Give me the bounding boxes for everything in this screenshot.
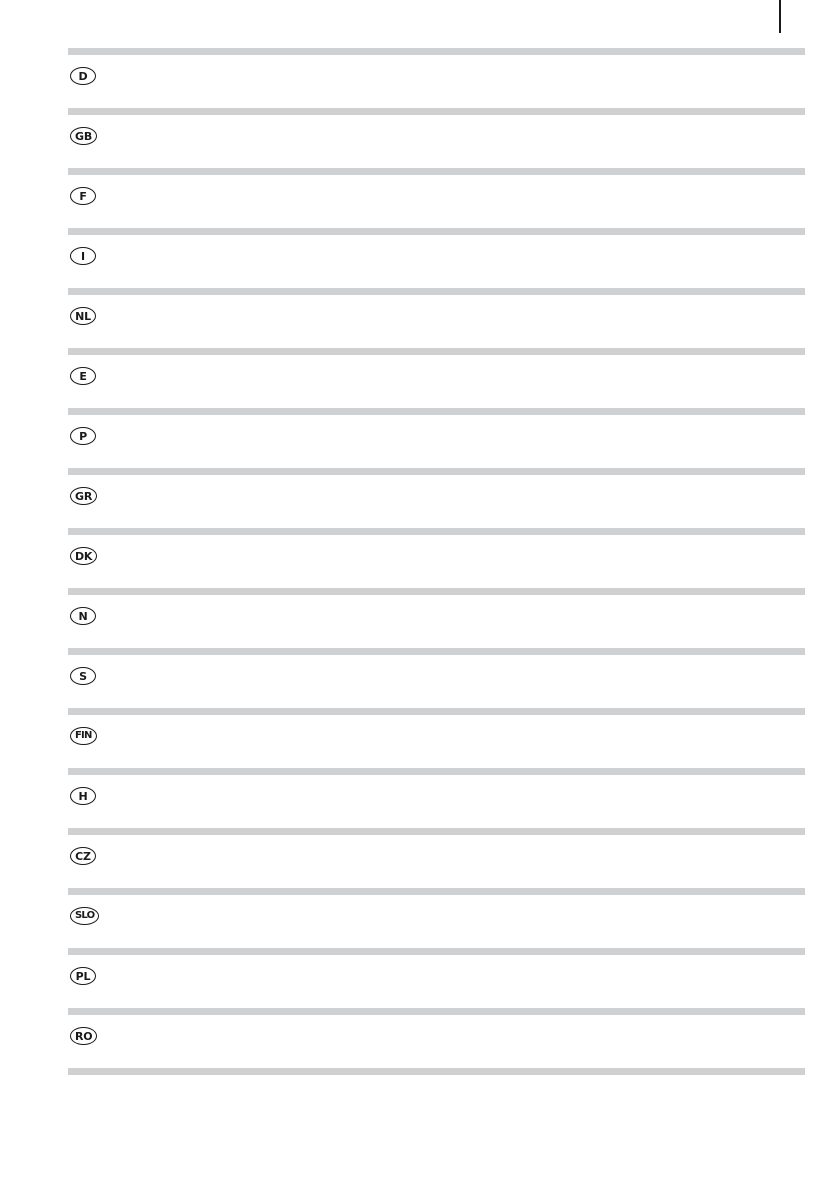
country-badge: DK: [70, 547, 97, 565]
language-row-dk: [68, 535, 805, 588]
crop-mark: [779, 0, 781, 33]
language-row-fin: [68, 715, 805, 768]
divider: [68, 828, 805, 835]
divider: [68, 228, 805, 235]
language-row-gb: [68, 115, 805, 168]
language-row-slo: [68, 895, 805, 948]
divider: [68, 588, 805, 595]
country-badge: I: [70, 247, 96, 265]
divider: [68, 468, 805, 475]
divider: [68, 1008, 805, 1015]
language-list: [68, 48, 805, 1075]
country-badge: GB: [70, 127, 97, 145]
divider: [68, 48, 805, 55]
divider: [68, 708, 805, 715]
country-badge: F: [70, 187, 96, 205]
divider: [68, 288, 805, 295]
country-badge: E: [70, 367, 96, 385]
country-badge: CZ: [70, 847, 96, 865]
country-badge: D: [70, 67, 96, 85]
language-row-n: [68, 595, 805, 648]
divider: [68, 108, 805, 115]
country-badge: NL: [70, 307, 96, 325]
language-row-ro: [68, 1015, 805, 1068]
language-row-nl: [68, 295, 805, 348]
language-row-s: [68, 655, 805, 708]
country-badge: N: [70, 607, 96, 625]
language-row-e: [68, 355, 805, 408]
divider: [68, 948, 805, 955]
divider: [68, 408, 805, 415]
country-badge: PL: [70, 967, 96, 985]
country-badge: P: [70, 427, 96, 445]
language-row-p: [68, 415, 805, 468]
language-row-pl: [68, 955, 805, 1008]
divider: [68, 888, 805, 895]
language-row-cz: [68, 835, 805, 888]
country-badge: H: [70, 787, 96, 805]
language-row-h: [68, 775, 805, 828]
divider: [68, 1068, 805, 1075]
divider: [68, 768, 805, 775]
divider: [68, 168, 805, 175]
divider: [68, 648, 805, 655]
divider: [68, 528, 805, 535]
country-badge: S: [70, 667, 96, 685]
country-badge: RO: [70, 1027, 97, 1045]
language-row-d: [68, 55, 805, 108]
country-badge: GR: [70, 487, 97, 505]
country-badge: SLO: [70, 907, 99, 925]
language-row-i: [68, 235, 805, 288]
language-row-gr: [68, 475, 805, 528]
divider: [68, 348, 805, 355]
language-row-f: [68, 175, 805, 228]
country-badge: FIN: [70, 727, 97, 745]
